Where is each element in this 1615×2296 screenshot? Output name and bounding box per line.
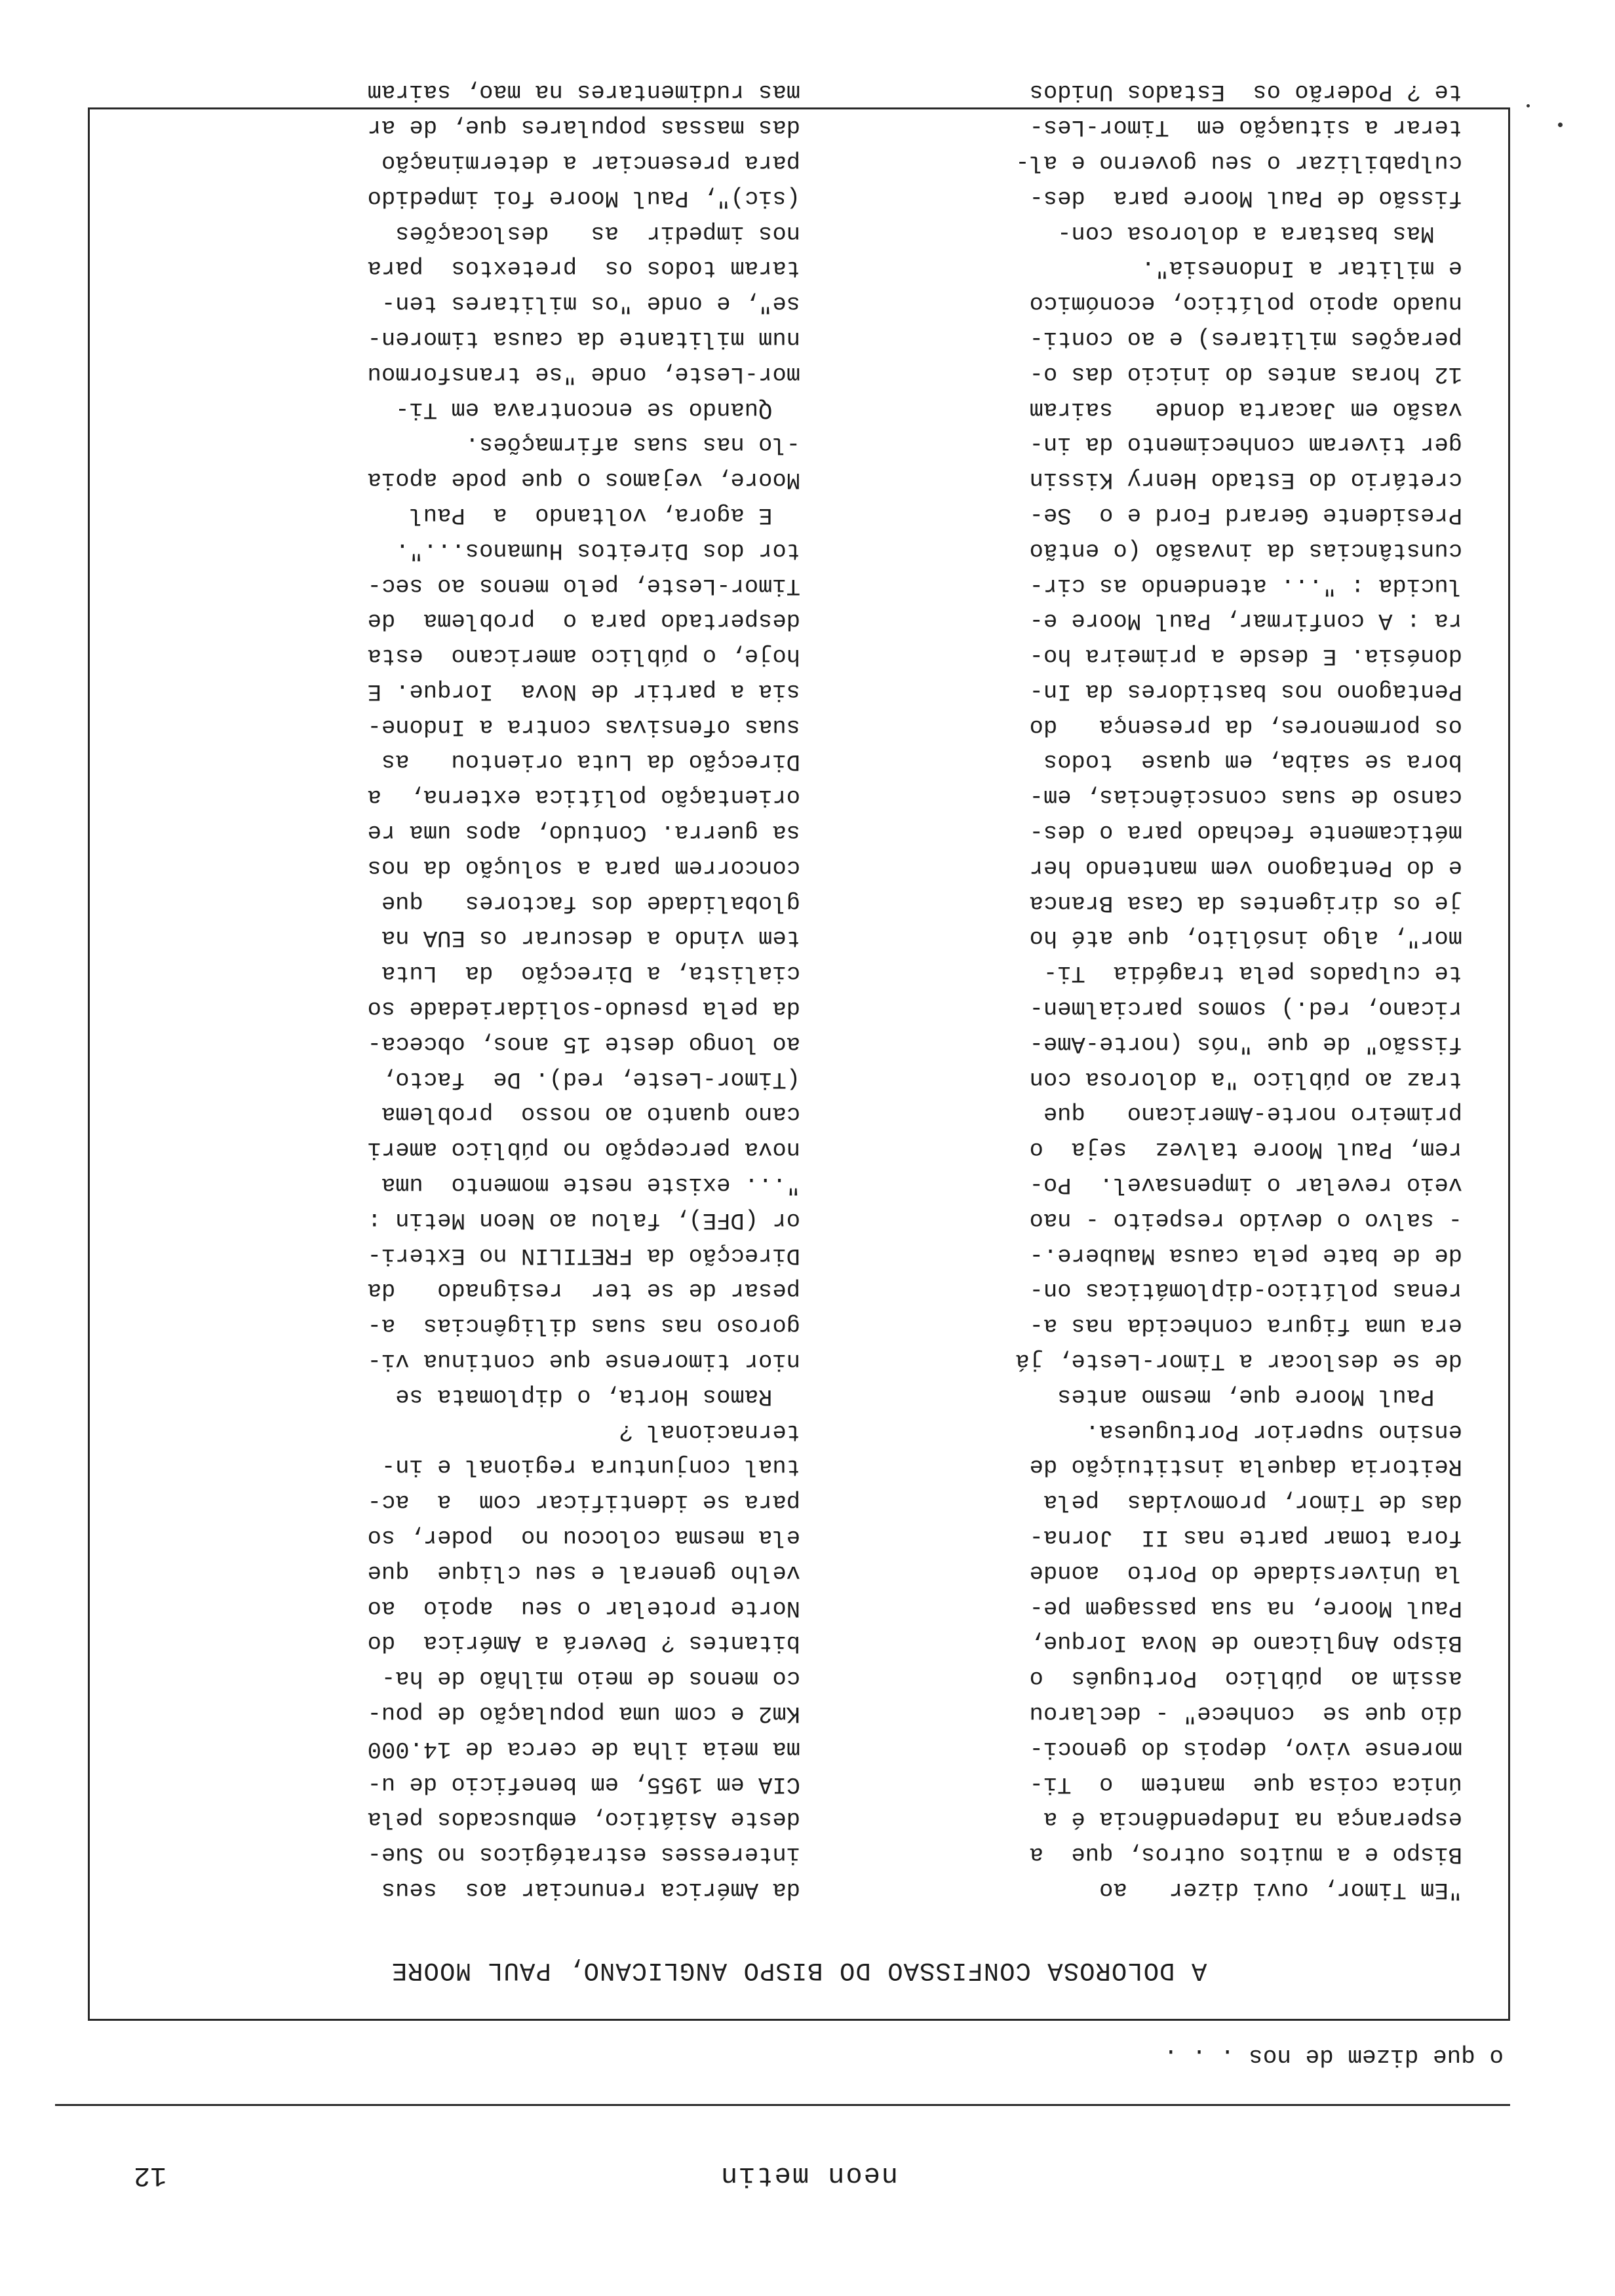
article-column-left (820, 75, 1462, 1907)
text-line: bora se saiba, em quase todos (1043, 748, 1462, 776)
text-line: Paul Moore, na sua passagem pe- (1029, 1594, 1462, 1622)
text-line: ela mesma colocou no poder, so (367, 1524, 800, 1552)
text-line: era uma figura conhecida nas a- (1029, 1312, 1462, 1340)
text-line: deste Asiático, embuscados pela (367, 1806, 800, 1833)
text-line: te ? Poderão os Estados Unidos (1029, 79, 1462, 106)
text-line: de de bate pela causa Maubere.- (1029, 1242, 1462, 1269)
text-line: Mas bastara a dolorosa con- (1057, 220, 1462, 247)
text-line: nior timorense que continua vi- (367, 1348, 800, 1375)
text-line: nova percepção no público ameri (367, 1136, 800, 1164)
text-line: hoje, o público americano esta (367, 643, 800, 670)
text-line: méticamente fechado para o des- (1029, 819, 1462, 847)
text-line: Bispo Anglicano de Nova Iorque, (1029, 1630, 1462, 1657)
text-line: rem, Paul Moore talvez seja o (1029, 1136, 1462, 1164)
text-line: para presenciar a determinação (381, 149, 800, 176)
text-line: tual conjuntura regional e in- (381, 1453, 800, 1481)
text-line: pesar de se ter resignado da (367, 1277, 800, 1305)
text-line: culpabilizar o seu governo e al- (1015, 149, 1462, 176)
text-line: Km2 e com uma população de pou- (367, 1700, 800, 1728)
text-line: os pormenores, da presença do (1029, 713, 1462, 740)
text-line: ternacional ? (619, 1418, 800, 1445)
text-line: lucida : "... atendendo as cir- (1029, 572, 1462, 600)
text-line: mor", algo insólito, que até ho (1029, 925, 1462, 952)
text-line: Norte protelar o seu apoio ao (367, 1594, 800, 1622)
article-frame (88, 79, 1510, 2021)
header-rule (55, 2104, 1510, 2106)
text-line: se", e onde "os militares ten- (381, 290, 800, 318)
text-line: ger tiveram conhecimento da in- (1029, 431, 1462, 459)
text-line: Pentagono nos bastidores da In- (1029, 678, 1462, 705)
text-line: terar a situação em Timor-Les- (1029, 114, 1462, 142)
text-line: e do Pentagono vem mantendo her (1029, 854, 1462, 881)
text-line: (sic)", Paul Moore foi impedido (367, 184, 800, 212)
article-column-right (158, 75, 800, 1907)
text-line: única coisa que mantem o Ti- (1029, 1770, 1462, 1798)
publication-name: neon metin (719, 2160, 899, 2191)
text-line: "Em Timor, ouvi dizer ao (1099, 1877, 1462, 1904)
text-line: or (DFE), falou ao Neon Metin : (367, 1206, 800, 1234)
text-line: te culpados pela tragédia Ti- (1043, 960, 1462, 987)
text-line: primeiro norte-Americano que (1043, 1101, 1462, 1128)
text-line: da pela pseudo-solidariedade so (367, 995, 800, 1023)
text-line: e militar a Indonesia". (1141, 255, 1462, 282)
text-line: ra : A confirmar, Paul Moore e- (1029, 607, 1462, 635)
text-line: num militante da causa timoren- (367, 325, 800, 353)
text-line: (Timor-Leste, red). De facto, (381, 1065, 800, 1093)
text-line: fora tomar parte nas II Jorna- (1029, 1524, 1462, 1552)
text-line: ao longo deste 15 anos, obceca- (367, 1030, 800, 1058)
text-line: Presidente Gerard Ford e o Se- (1029, 501, 1462, 529)
text-line: ricano, red.) somos parcialmen- (1029, 995, 1462, 1023)
text-line: veio revelar o impensavel. Po- (1029, 1172, 1462, 1199)
text-line: E agora, voltando a Paul (409, 501, 800, 529)
text-line: tem vindo a descurar os EUA na (381, 925, 800, 952)
text-line: traz ao público "a dolorosa con (1029, 1065, 1462, 1093)
text-line: fissão de Paul Moore para des- (1029, 184, 1462, 212)
text-line: -lo nas suas afirmações. (465, 431, 800, 459)
text-line: mas rudimentares na mao, sairam (367, 79, 800, 106)
text-line: das massas populares que, de ar (367, 114, 800, 142)
text-line: das de Timor, promovidas pela (1043, 1489, 1462, 1516)
text-line: perações militares) e ao conti- (1029, 325, 1462, 353)
text-line: concorrem para a solução da nos (367, 854, 800, 881)
text-line: bitantes ? Deverá a América do (367, 1630, 800, 1657)
text-line: taram todos os pretextos para (367, 255, 800, 282)
text-line: para se identificar com a ac- (367, 1489, 800, 1516)
page-header (94, 2139, 1523, 2191)
text-line: globalidade dos factores que (381, 889, 800, 917)
text-line: la Universidade do Porto aonde (1029, 1559, 1462, 1586)
text-line: Reitoria daquela instituição de (1029, 1453, 1462, 1481)
text-line: cialista, a Direcção da Luta (381, 960, 800, 987)
text-line: Ramos Horta, o diplomata se (395, 1383, 800, 1410)
text-line: CIA em 1955, em beneficio de u- (367, 1770, 800, 1798)
text-line: vasão em Jacarta donde sairam (1029, 396, 1462, 423)
text-line: ensino superior Portuguesa. (1085, 1418, 1462, 1445)
text-line: cunstâncias da invasão (o então (1029, 537, 1462, 564)
page-number: 12 (134, 2160, 167, 2191)
text-line: Direcção da Luta orientou as (381, 748, 800, 776)
text-line: ma meia ilha de cerca de 14.000 (367, 1735, 800, 1763)
text-line: mor-Leste, onde "se transformou (367, 360, 800, 388)
text-line: canso de suas consciências, em- (1029, 784, 1462, 811)
text-line: donésia. E desde a primeira ho- (1029, 643, 1462, 670)
text-line: fissão" de que "nós (norte-Ame- (1029, 1030, 1462, 1058)
article-title: A DOLOROSA CONFISSAO DO BISPO ANGLICANO, PAUL MOORE (391, 1956, 1207, 1985)
text-line: Timor-Leste, pelo menos ao sec- (367, 572, 800, 600)
text-line: cretário do Estado Henry Kissin (1029, 467, 1462, 494)
text-line: Paul Moore que, mesmo antes (1057, 1383, 1462, 1410)
text-line: orientação política externa, a (367, 784, 800, 811)
text-line: Quando se encontrava em Ti- (395, 396, 800, 423)
text-line: co menos de meio milhão de ha- (381, 1665, 800, 1693)
text-line: Moore, vejamos o que pode apoia (367, 467, 800, 494)
text-line: de se deslocar a Timor-Leste, já (1015, 1348, 1462, 1375)
text-line: morense vivo, depois do genoci- (1029, 1735, 1462, 1763)
text-line: suas ofensivas contra a Indone- (367, 713, 800, 740)
text-line: je os dirigentes da Casa Branca (1029, 889, 1462, 917)
text-line: nuado apoio político, económico (1029, 290, 1462, 318)
text-line: velho general e seu clique que (367, 1559, 800, 1586)
text-line: da América renunciar aos seus (381, 1877, 800, 1904)
text-line: sia a partir de Nova Iorque. E (367, 678, 800, 705)
text-line: tor dos Direitos Humanos...". (395, 537, 800, 564)
text-line: dio que se conhece" - declarou (1029, 1700, 1462, 1728)
text-line: esperança na Independência é a (1043, 1806, 1462, 1833)
scan-specks (1497, 68, 1576, 147)
text-line: interesses estratégicos no Sue- (367, 1841, 800, 1869)
text-line: "... existe neste momento uma (381, 1172, 800, 1199)
text-line: despertado para o problema de (367, 607, 800, 635)
text-line: Bispo e a muitos outros, que a (1029, 1841, 1462, 1869)
text-line: renas político-diplomáticas on- (1029, 1277, 1462, 1305)
text-line: goroso nas suas diligências a- (367, 1312, 800, 1340)
text-line: nos impedir as deslocações (395, 220, 800, 247)
text-line: cano quanto ao nosso problema (381, 1101, 800, 1128)
text-line: - salvo o devido respeito - nao (1029, 1206, 1462, 1234)
section-label: o que dizem de nos . . . (1163, 2043, 1504, 2070)
text-line: sa guerra. Contudo, apos uma re (367, 819, 800, 847)
text-line: assim ao público Português o (1029, 1665, 1462, 1693)
text-line: 12 horas antes do inicio das o- (1029, 360, 1462, 388)
text-line: Direcção da FRETILIN no Exteri- (367, 1242, 800, 1269)
